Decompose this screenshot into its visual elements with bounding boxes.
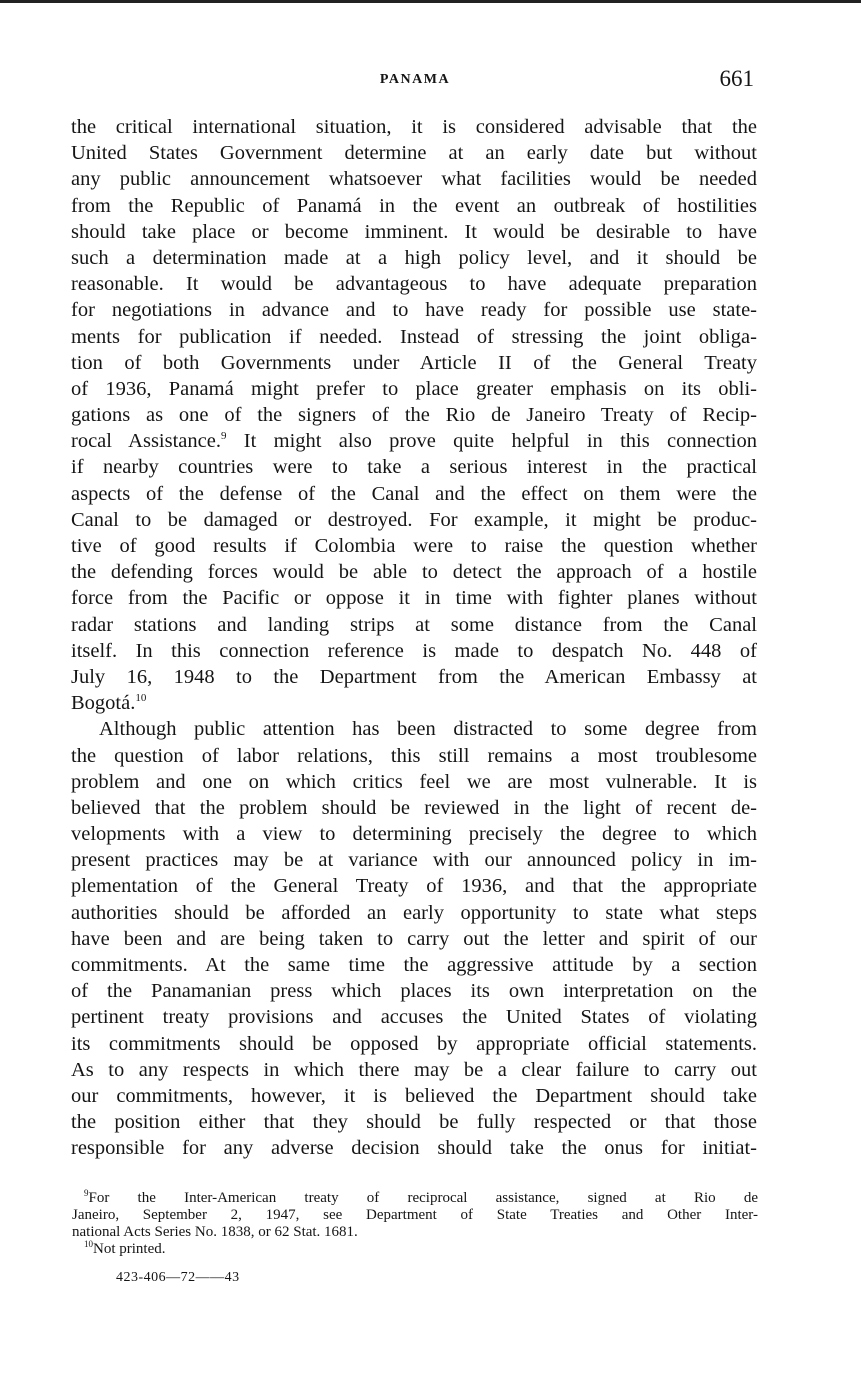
footnotes	[72, 1190, 758, 1258]
text-line: plementation of the General Treaty of 1936, and that the appropriate	[71, 875, 757, 898]
text-line: any public announcement whatsoever what facilities would be needed	[71, 168, 757, 191]
text-line: commitments. At the same time the aggressive attitude by a section	[71, 954, 757, 976]
text-line: authorities should be afforded an early opportunity to state what steps	[71, 901, 757, 924]
paragraph-first-line: Although public attention has been distracted to some degree from	[99, 718, 757, 741]
footnote-9-line: Janeiro, September 2, 1947, see Department of State Treaties and Other Inter-	[72, 1207, 758, 1223]
text-line: aspects of the defense of the Canal and the effect on them were the	[71, 482, 757, 505]
text-line: gations as one of the signers of the Rio de Janeiro Treaty of Recip-	[71, 404, 757, 427]
text-segment: Bogotá.	[71, 692, 136, 715]
text-line: radar stations and landing strips at some distance from the Canal	[71, 613, 757, 636]
text-line: problem and one on which critics feel we are most vulnerable. It is	[71, 770, 757, 793]
body-text	[71, 114, 757, 1162]
text-line: Canal to be damaged or destroyed. For example, it might be produc-	[71, 508, 757, 531]
text-line: of 1936, Panamá might prefer to place greater emphasis on its obli-	[71, 377, 757, 400]
text-line: responsible for any adverse decision should take the onus for initiat-	[71, 1137, 757, 1160]
text-segment: It might also prove quite helpful in this connection	[226, 430, 757, 453]
text-segment: rocal Assistance.	[71, 430, 221, 453]
text-line: July 16, 1948 to the Department from the American Embassy at	[71, 665, 757, 688]
text-line: if nearby countries were to take a serious interest in the practical	[71, 456, 757, 479]
text-line: have been and are being taken to carry out the letter and spirit of our	[71, 927, 757, 950]
text-line: the position either that they should be fully respected or that those	[71, 1111, 757, 1134]
running-title: PANAMA	[379, 72, 451, 87]
text-line: reasonable. It would be advantageous to have adequate preparation	[71, 273, 757, 296]
text-line: present practices may be at variance with our announced policy in im-	[71, 849, 757, 872]
text-line: should take place or become imminent. It would be desirable to have	[71, 220, 757, 243]
text-line: ments for publication if needed. Instead of stressing the joint obliga-	[71, 325, 757, 348]
footnote-9-marker: 9	[84, 1188, 89, 1198]
text-line: As to any respects in which there may be a clear failure to carry out	[71, 1058, 757, 1081]
text-line: from the Republic of Panamá in the event an outbreak of hostilities	[71, 194, 757, 217]
text-line: such a determination made at a high policy level, and it should be	[71, 246, 757, 269]
footnote-ref-9: 9	[220, 430, 227, 443]
footnote-9-line	[72, 1190, 758, 1207]
text-line: its commitments should be opposed by appropriate official statements.	[71, 1032, 757, 1055]
text-line: for negotiations in advance and to have ready for possible use state-	[71, 299, 757, 322]
text-line-with-footnote-ref	[71, 428, 757, 454]
text-line-with-footnote-ref	[71, 690, 757, 716]
top-border-rule	[0, 0, 861, 3]
text-line: United States Government determine at an early date but without	[71, 142, 757, 165]
text-line: itself. In this connection reference is made to despatch No. 448 of	[71, 639, 757, 662]
running-header	[70, 66, 760, 96]
text-line: the question of labor relations, this still remains a most troublesome	[71, 744, 757, 767]
footnote-9-text: For the Inter-American treaty of reciprocal assistance, signed at Rio de	[88, 1190, 758, 1206]
text-line: our commitments, however, it is believed the Department should take	[71, 1084, 757, 1107]
text-line: tion of both Governments under Article II of the General Treaty	[71, 351, 757, 374]
text-line: velopments with a view to determining precisely the degree to which	[71, 823, 757, 846]
footnote-10-line	[72, 1241, 758, 1258]
footnote-10-text: Not printed.	[93, 1241, 166, 1257]
footnote-9-line: national Acts Series No. 1838, or 62 Stat. 1681.	[72, 1224, 358, 1240]
text-line: force from the Pacific or oppose it in time with fighter planes without	[71, 587, 757, 610]
print-code: 423-406—72——43	[116, 1270, 240, 1285]
text-line: the defending forces would be able to detect the approach of a hostile	[71, 561, 757, 584]
page-number: 661	[719, 66, 754, 91]
text-line: pertinent treaty provisions and accuses the United States of violating	[71, 1006, 757, 1029]
text-line: of the Panamanian press which places its own interpretation on the	[71, 980, 757, 1003]
footnote-10-marker: 10	[84, 1239, 93, 1249]
text-line: the critical international situation, it is considered advisable that the	[71, 116, 757, 138]
text-line: believed that the problem should be reviewed in the light of recent de-	[71, 796, 757, 819]
text-line: tive of good results if Colombia were to raise the question whether	[71, 535, 757, 557]
footnote-ref-10: 10	[135, 692, 147, 705]
